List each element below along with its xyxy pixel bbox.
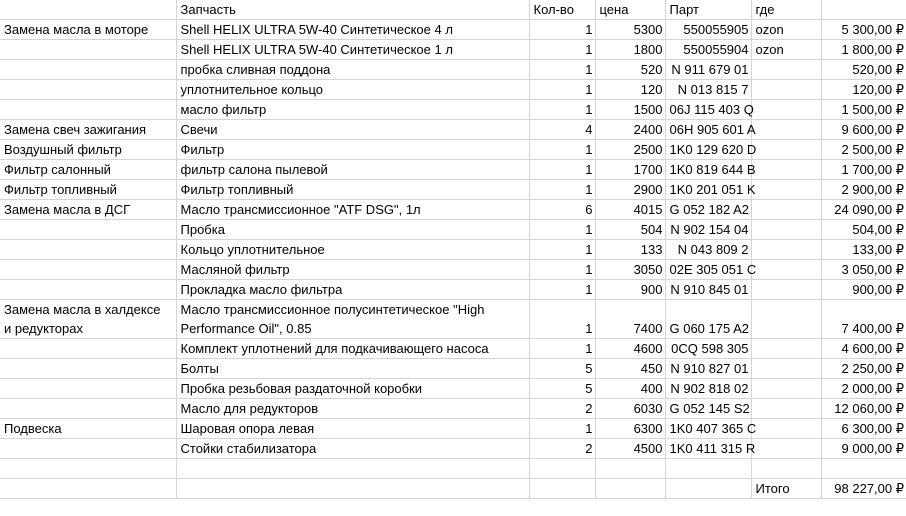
price-cell[interactable]: 5300 (595, 20, 665, 40)
group-cell[interactable] (0, 280, 176, 300)
header-cell-partno[interactable]: Парт (665, 0, 751, 20)
group-cell[interactable] (0, 459, 176, 479)
part-name-cell[interactable]: Пробка (176, 220, 529, 240)
quantity-cell[interactable]: 4 (529, 120, 595, 140)
price-cell[interactable]: 1800 (595, 40, 665, 60)
part-number-cell[interactable]: 1K0 129 620 D (665, 140, 751, 160)
total-cell[interactable]: 3 050,00 ₽ (821, 260, 906, 280)
quantity-cell[interactable] (529, 300, 595, 320)
quantity-cell[interactable]: 1 (529, 100, 595, 120)
quantity-cell[interactable]: 1 (529, 339, 595, 359)
part-number-cell[interactable]: G 052 182 A2 (665, 200, 751, 220)
where-cell[interactable] (751, 459, 821, 479)
total-label-cell[interactable]: Итого (751, 479, 821, 499)
grand-total-cell[interactable]: 98 227,00 ₽ (821, 479, 906, 499)
quantity-cell[interactable]: 1 (529, 419, 595, 439)
table-row (0, 20, 906, 40)
price-cell[interactable]: 120 (595, 80, 665, 100)
header-cell-where[interactable]: где (751, 0, 821, 20)
table-row (0, 260, 906, 280)
where-cell[interactable] (751, 220, 821, 240)
price-cell[interactable] (595, 459, 665, 479)
price-cell[interactable]: 2400 (595, 120, 665, 140)
part-name-cell[interactable]: Performance Oil", 0.85 (176, 319, 529, 339)
group-cell[interactable]: Замена масла в ДСГ (0, 200, 176, 220)
group-cell[interactable]: Замена свеч зажигания (0, 120, 176, 140)
table-row (0, 120, 906, 140)
where-cell[interactable] (751, 100, 821, 120)
total-cell[interactable]: 2 000,00 ₽ (821, 379, 906, 399)
total-cell[interactable]: 504,00 ₽ (821, 220, 906, 240)
total-cell[interactable]: 2 250,00 ₽ (821, 359, 906, 379)
where-cell[interactable] (751, 140, 821, 160)
header-row (0, 0, 906, 20)
where-cell[interactable] (751, 359, 821, 379)
total-cell[interactable]: 9 000,00 ₽ (821, 439, 906, 459)
table-row (0, 200, 906, 220)
table-row (0, 439, 906, 459)
quantity-cell[interactable]: 1 (529, 240, 595, 260)
quantity-cell[interactable] (529, 459, 595, 479)
part-name-cell[interactable]: Фильтр (176, 140, 529, 160)
table-row (0, 399, 906, 419)
quantity-cell[interactable]: 5 (529, 359, 595, 379)
price-cell[interactable]: 504 (595, 220, 665, 240)
quantity-cell[interactable]: 2 (529, 399, 595, 419)
table-row (0, 339, 906, 359)
part-name-cell[interactable]: Шаровая опора левая (176, 419, 529, 439)
part-number-cell[interactable]: N 902 818 02 (665, 379, 751, 399)
price-cell[interactable]: 4500 (595, 439, 665, 459)
quantity-cell[interactable]: 1 (529, 60, 595, 80)
price-cell[interactable]: 1500 (595, 100, 665, 120)
part-name-cell[interactable]: Shell HELIX ULTRA 5W-40 Синтетическое 4 л (176, 20, 529, 40)
quantity-cell[interactable]: 1 (529, 319, 595, 339)
part-name-cell[interactable]: Масло для редукторов (176, 399, 529, 419)
header-cell-price[interactable]: цена (595, 0, 665, 20)
total-cell[interactable] (821, 300, 906, 320)
total-cell[interactable]: 1 700,00 ₽ (821, 160, 906, 180)
price-cell[interactable]: 6300 (595, 419, 665, 439)
header-cell-part[interactable]: Запчасть (176, 0, 529, 20)
part-name-cell[interactable]: Стойки стабилизатора (176, 439, 529, 459)
part-name-cell[interactable] (176, 459, 529, 479)
header-cell-total[interactable] (821, 0, 906, 20)
table-row (0, 379, 906, 399)
quantity-cell[interactable] (529, 479, 595, 499)
group-cell[interactable] (0, 399, 176, 419)
group-cell[interactable]: Подвеска (0, 419, 176, 439)
part-name-cell[interactable]: Комплект уплотнений для подкачивающего насоса (176, 339, 529, 359)
quantity-cell[interactable]: 1 (529, 20, 595, 40)
group-cell[interactable] (0, 80, 176, 100)
total-cell[interactable]: 1 500,00 ₽ (821, 100, 906, 120)
part-number-cell[interactable] (665, 459, 751, 479)
part-name-cell[interactable]: Пробка резьбовая раздаточной коробки (176, 379, 529, 399)
price-cell[interactable]: 450 (595, 359, 665, 379)
quantity-cell[interactable]: 1 (529, 180, 595, 200)
price-cell[interactable]: 520 (595, 60, 665, 80)
price-cell[interactable]: 1700 (595, 160, 665, 180)
group-cell[interactable]: Замена масла в моторе (0, 20, 176, 40)
where-cell[interactable] (751, 200, 821, 220)
quantity-cell[interactable]: 1 (529, 80, 595, 100)
part-name-cell[interactable]: фильтр салона пылевой (176, 160, 529, 180)
price-cell[interactable]: 900 (595, 280, 665, 300)
price-cell[interactable]: 2900 (595, 180, 665, 200)
total-cell[interactable]: 12 060,00 ₽ (821, 399, 906, 419)
part-number-cell[interactable]: N 902 154 04 (665, 220, 751, 240)
part-name-cell[interactable]: Масло трансмиссионное полусинтетическое "High (176, 300, 529, 320)
table-row (0, 319, 906, 339)
where-cell[interactable] (751, 300, 821, 320)
group-cell[interactable] (0, 260, 176, 280)
empty-row (0, 459, 906, 479)
where-cell[interactable] (751, 80, 821, 100)
table-row (0, 280, 906, 300)
part-name-cell[interactable]: Кольцо уплотнительное (176, 240, 529, 260)
where-cell[interactable] (751, 319, 821, 339)
total-cell[interactable]: 120,00 ₽ (821, 80, 906, 100)
part-number-cell[interactable]: 0CQ 598 305 (665, 339, 751, 359)
quantity-cell[interactable]: 2 (529, 439, 595, 459)
price-cell[interactable]: 4015 (595, 200, 665, 220)
table-row (0, 419, 906, 439)
total-cell[interactable]: 2 900,00 ₽ (821, 180, 906, 200)
part-name-cell[interactable]: Фильтр топливный (176, 180, 529, 200)
total-cell[interactable]: 133,00 ₽ (821, 240, 906, 260)
price-cell[interactable]: 133 (595, 240, 665, 260)
total-cell[interactable]: 6 300,00 ₽ (821, 419, 906, 439)
part-number-cell[interactable]: 1K0 407 365 C (665, 419, 751, 439)
price-cell[interactable]: 400 (595, 379, 665, 399)
group-cell[interactable]: Воздушный фильтр (0, 140, 176, 160)
where-cell[interactable] (751, 180, 821, 200)
table-row (0, 180, 906, 200)
quantity-cell[interactable]: 5 (529, 379, 595, 399)
group-cell[interactable]: Замена масла в халдексе (0, 300, 176, 320)
where-cell[interactable]: ozon (751, 40, 821, 60)
group-cell[interactable]: Фильтр топливный (0, 180, 176, 200)
header-cell-group[interactable] (0, 0, 176, 20)
table-row (0, 140, 906, 160)
group-cell[interactable] (0, 60, 176, 80)
price-cell[interactable]: 6030 (595, 399, 665, 419)
quantity-cell[interactable]: 1 (529, 260, 595, 280)
table-row (0, 220, 906, 240)
header-cell-qty[interactable]: Кол-во (529, 0, 595, 20)
part-name-cell[interactable]: Прокладка масло фильтра (176, 280, 529, 300)
part-number-cell[interactable]: 06J 115 403 Q (665, 100, 751, 120)
price-cell[interactable]: 2500 (595, 140, 665, 160)
price-cell[interactable]: 4600 (595, 339, 665, 359)
table-row (0, 100, 906, 120)
total-cell[interactable]: 5 300,00 ₽ (821, 20, 906, 40)
part-name-cell[interactable]: Масло трансмиссионное "ATF DSG", 1л (176, 200, 529, 220)
group-cell[interactable] (0, 479, 176, 499)
where-cell[interactable] (751, 120, 821, 140)
group-cell[interactable] (0, 220, 176, 240)
part-name-cell[interactable]: Свечи (176, 120, 529, 140)
where-cell[interactable] (751, 240, 821, 260)
table-row (0, 300, 906, 320)
table-row (0, 40, 906, 60)
part-name-cell[interactable]: Shell HELIX ULTRA 5W-40 Синтетическое 1 л (176, 40, 529, 60)
total-cell[interactable]: 24 090,00 ₽ (821, 200, 906, 220)
part-number-cell[interactable]: 1K0 201 051 K (665, 180, 751, 200)
price-cell[interactable] (595, 300, 665, 320)
part-number-cell[interactable] (665, 300, 751, 320)
table-row (0, 80, 906, 100)
part-number-cell[interactable]: 06H 905 601 A (665, 120, 751, 140)
where-cell[interactable] (751, 60, 821, 80)
part-name-cell[interactable]: пробка сливная поддона (176, 60, 529, 80)
where-cell[interactable] (751, 399, 821, 419)
where-cell[interactable] (751, 160, 821, 180)
total-cell[interactable] (821, 459, 906, 479)
where-cell[interactable] (751, 419, 821, 439)
table-row (0, 160, 906, 180)
table-row (0, 60, 906, 80)
table-row (0, 359, 906, 379)
group-cell[interactable] (0, 379, 176, 399)
part-number-cell[interactable]: G 052 145 S2 (665, 399, 751, 419)
part-name-cell[interactable]: Болты (176, 359, 529, 379)
total-row (0, 479, 906, 499)
quantity-cell[interactable]: 1 (529, 280, 595, 300)
total-cell[interactable]: 4 600,00 ₽ (821, 339, 906, 359)
quantity-cell[interactable]: 1 (529, 140, 595, 160)
part-number-cell[interactable]: N 910 845 01 (665, 280, 751, 300)
part-number-cell[interactable]: 550055904 (665, 40, 751, 60)
group-cell[interactable] (0, 359, 176, 379)
where-cell[interactable] (751, 260, 821, 280)
where-cell[interactable] (751, 439, 821, 459)
quantity-cell[interactable]: 1 (529, 40, 595, 60)
part-number-cell[interactable]: 550055905 (665, 20, 751, 40)
table-row (0, 240, 906, 260)
part-name-cell[interactable]: Масляной фильтр (176, 260, 529, 280)
part-name-cell[interactable]: масло фильтр (176, 100, 529, 120)
group-cell[interactable]: Фильтр салонный (0, 160, 176, 180)
price-cell[interactable] (595, 479, 665, 499)
part-number-cell[interactable]: 1K0 411 315 R (665, 439, 751, 459)
part-number-cell[interactable]: N 910 827 01 (665, 359, 751, 379)
group-cell[interactable] (0, 40, 176, 60)
where-cell[interactable] (751, 379, 821, 399)
quantity-cell[interactable]: 1 (529, 160, 595, 180)
price-cell[interactable]: 3050 (595, 260, 665, 280)
part-number-cell[interactable]: N 013 815 7 (665, 80, 751, 100)
where-cell[interactable]: ozon (751, 20, 821, 40)
total-cell[interactable]: 2 500,00 ₽ (821, 140, 906, 160)
total-cell[interactable]: 7 400,00 ₽ (821, 319, 906, 339)
total-cell[interactable]: 1 800,00 ₽ (821, 40, 906, 60)
quantity-cell[interactable]: 6 (529, 200, 595, 220)
total-cell[interactable]: 9 600,00 ₽ (821, 120, 906, 140)
group-cell[interactable] (0, 240, 176, 260)
where-cell[interactable] (751, 339, 821, 359)
part-number-cell[interactable]: 1K0 819 644 B (665, 160, 751, 180)
where-cell[interactable] (751, 280, 821, 300)
group-cell[interactable]: и редукторах (0, 319, 176, 339)
part-name-cell[interactable] (176, 479, 529, 499)
price-cell[interactable]: 7400 (595, 319, 665, 339)
part-number-cell[interactable]: 02E 305 051 C (665, 260, 751, 280)
group-cell[interactable] (0, 339, 176, 359)
quantity-cell[interactable]: 1 (529, 220, 595, 240)
part-number-cell[interactable]: G 060 175 A2 (665, 319, 751, 339)
part-number-cell[interactable] (665, 479, 751, 499)
part-number-cell[interactable]: N 911 679 01 (665, 60, 751, 80)
total-cell[interactable]: 520,00 ₽ (821, 60, 906, 80)
group-cell[interactable] (0, 100, 176, 120)
total-cell[interactable]: 900,00 ₽ (821, 280, 906, 300)
group-cell[interactable] (0, 439, 176, 459)
part-number-cell[interactable]: N 043 809 2 (665, 240, 751, 260)
part-name-cell[interactable]: уплотнительное кольцо (176, 80, 529, 100)
